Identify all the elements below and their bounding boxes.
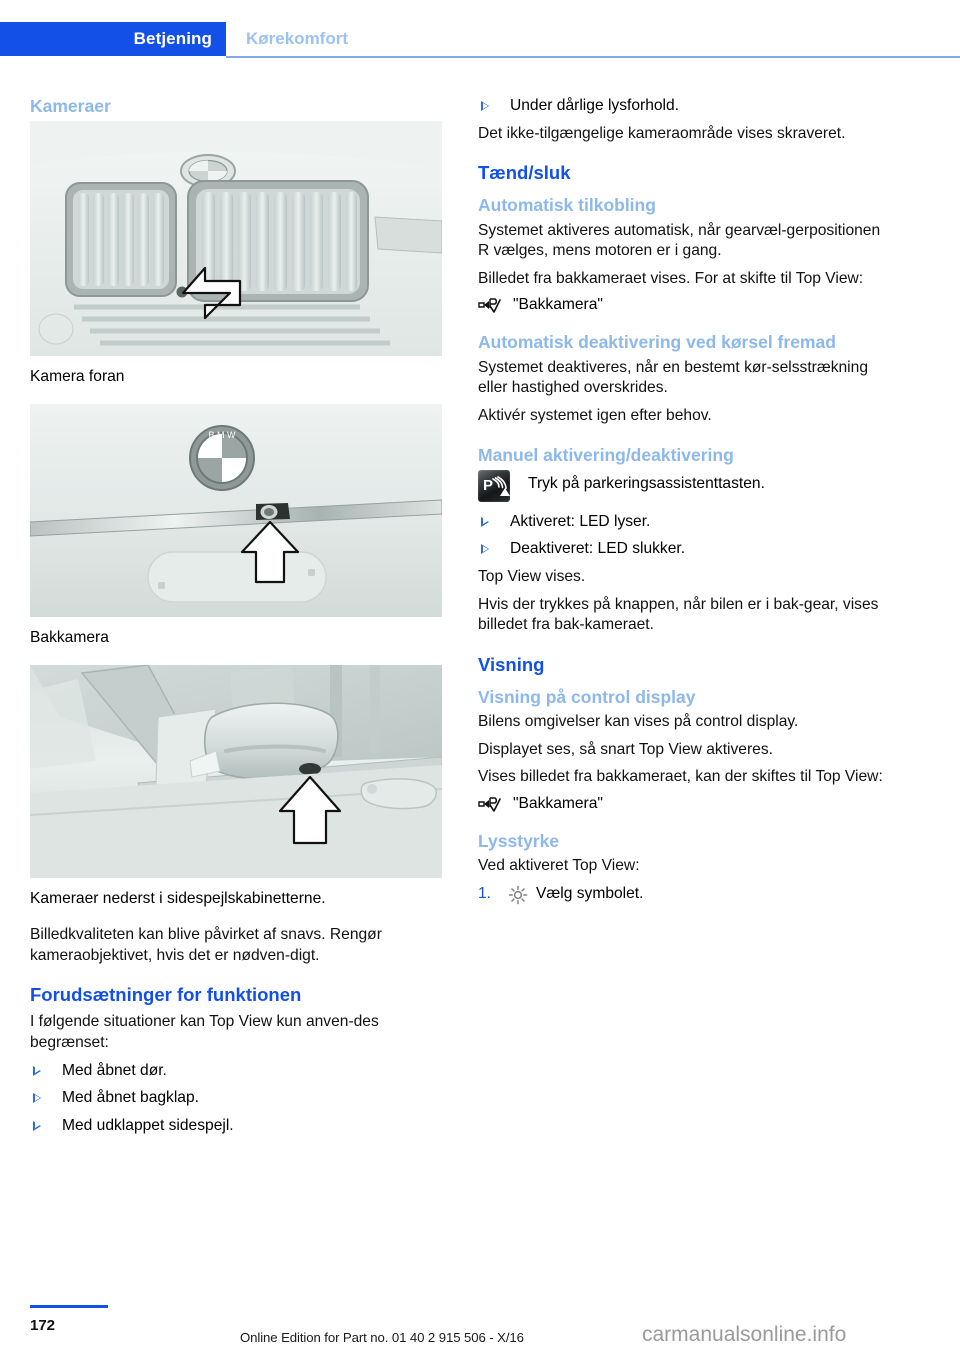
heading-taend-sluk: Tænd/sluk <box>478 162 571 184</box>
tailgate-rear-camera-illustration <box>30 404 442 617</box>
list-item-label: Under dårlige lysforhold. <box>510 97 680 114</box>
front-grille-camera-illustration <box>30 121 442 356</box>
paragraph-topview-shown: Top View vises. <box>478 568 586 585</box>
heading-visning: Visning <box>478 653 545 675</box>
left-column <box>30 96 442 1143</box>
pdc-instruction-label: Tryk på parkeringsassistenttasten. <box>528 474 765 492</box>
list-item <box>478 539 890 560</box>
idrive-option-bakkamera-1[interactable] <box>478 296 890 314</box>
heading-automatisk-deaktivering: Automatisk deaktivering ved kørsel fremad <box>478 332 836 353</box>
list-item-label: Med åbnet bagklap. <box>62 1089 199 1107</box>
parking-assistant-button-icon[interactable] <box>478 470 510 502</box>
idrive-controller-icon <box>478 795 504 813</box>
heading-lysstyrke: Lysstyrke <box>478 831 560 851</box>
brightness-sun-icon[interactable] <box>508 885 528 905</box>
right-column <box>478 96 890 911</box>
paragraph-hatched-area: Det ikke-tilgængelige kameraområde vises skraveret. <box>478 124 846 142</box>
paragraph-brightness-intro: Ved aktiveret Top View: <box>478 857 640 875</box>
list-item-label: Aktiveret: LED lyser. <box>510 512 651 530</box>
paragraph-control-display-3: Vises billedet fra bakkameraet, kan der skiftes til Top View: <box>478 768 883 786</box>
paragraph-auto-off-1: Systemet deaktiveres, når en bestemt kør-selsstrækning eller hastighed overskrides. <box>478 358 868 397</box>
header-tab-label: Betjening <box>133 29 212 48</box>
paragraph-auto-off-2: Aktivér systemet igen efter behov. <box>478 406 712 424</box>
prereq-list <box>30 1061 442 1137</box>
heading-automatisk-tilkobling: Automatisk tilkobling <box>478 195 656 216</box>
footer-divider <box>30 1305 108 1308</box>
step-number: 1. <box>478 884 492 902</box>
paragraph-control-display-1: Bilens omgivelser kan vises på control display. <box>478 713 799 731</box>
list-item <box>478 884 890 905</box>
idrive-option-label: "Bakkamera" <box>513 795 603 812</box>
figure-rear-camera <box>30 404 442 649</box>
list-item <box>30 1061 442 1082</box>
list-item <box>478 512 890 533</box>
idrive-controller-icon <box>478 296 504 314</box>
edition-notice: Online Edition for Part no. 01 40 2 915 506 - X/16 <box>240 1330 524 1345</box>
brightness-steps <box>478 884 890 905</box>
idrive-option-label: "Bakkamera" <box>513 296 603 314</box>
header-tab-betjening[interactable] <box>0 22 226 56</box>
figure-caption-front: Kamera foran <box>30 368 125 386</box>
heading-forudsaetninger: Forudsætninger for funktionen <box>30 984 302 1006</box>
pdc-instruction-row <box>478 470 890 502</box>
site-watermark: carmanualsonline.info <box>642 1323 847 1346</box>
list-item <box>30 1088 442 1109</box>
idrive-option-bakkamera-2[interactable] <box>478 795 890 813</box>
heading-visning-control-display: Visning på control display <box>478 686 696 707</box>
header-section-label: Kørekomfort <box>246 29 349 48</box>
heading-manuel-aktivering: Manuel aktivering/deaktivering <box>478 444 734 465</box>
page-header <box>0 22 960 56</box>
list-item-label: Med udklappet sidespejl. <box>62 1116 234 1134</box>
paragraph-prereq-intro: I følgende situationer kan Top View kun anven-des begrænset: <box>30 1013 379 1051</box>
triangle-bullet-icon <box>33 1066 42 1075</box>
list-item <box>478 96 890 117</box>
svg-text:P: P <box>483 476 494 494</box>
page-number: 172 <box>30 1317 56 1334</box>
led-status-list <box>478 512 890 560</box>
triangle-bullet-icon <box>33 1093 42 1102</box>
list-item <box>30 1116 442 1137</box>
figure-front-camera <box>30 121 442 388</box>
figure-caption-rear: Bakkamera <box>30 628 109 646</box>
triangle-bullet-icon <box>481 517 490 526</box>
continued-list <box>478 96 890 117</box>
figure-mirror-camera <box>30 665 442 910</box>
paragraph-auto-on-1: Systemet aktiveres automatisk, når gearvæl-gerpositionen R vælges, mens motoren er i gang. <box>478 221 881 260</box>
triangle-bullet-icon <box>481 101 490 110</box>
header-section-korekomfort[interactable] <box>246 22 348 56</box>
page-title-kameraer: Kameraer <box>30 96 111 116</box>
paragraph-control-display-2: Displayet ses, så snart Top View aktiveres. <box>478 740 773 758</box>
paragraph-auto-on-2: Billedet fra bakkameraet vises. For at skifte til Top View: <box>478 269 864 287</box>
triangle-bullet-icon <box>481 544 490 553</box>
triangle-bullet-icon <box>33 1121 42 1130</box>
paragraph-image-quality: Billedkvaliteten kan blive påvirket af snavs. Rengør kameraobjektivet, hvis det er nødven-digt. <box>30 926 382 964</box>
side-mirror-camera-illustration <box>30 665 442 878</box>
step-label: Vælg symbolet. <box>536 884 644 902</box>
list-item-label: Med åbnet dør. <box>62 1061 167 1079</box>
header-divider <box>226 56 960 58</box>
list-item-label: Deaktiveret: LED slukker. <box>510 540 686 558</box>
paragraph-reverse-note: Hvis der trykkes på knappen, når bilen er i bak-gear, vises billedet fra bak-kameraet. <box>478 595 879 634</box>
figure-caption-mirror: Kameraer nederst i sidespejlskabinetterne. <box>30 889 326 907</box>
svg-text:B M W: B M W <box>208 429 236 440</box>
